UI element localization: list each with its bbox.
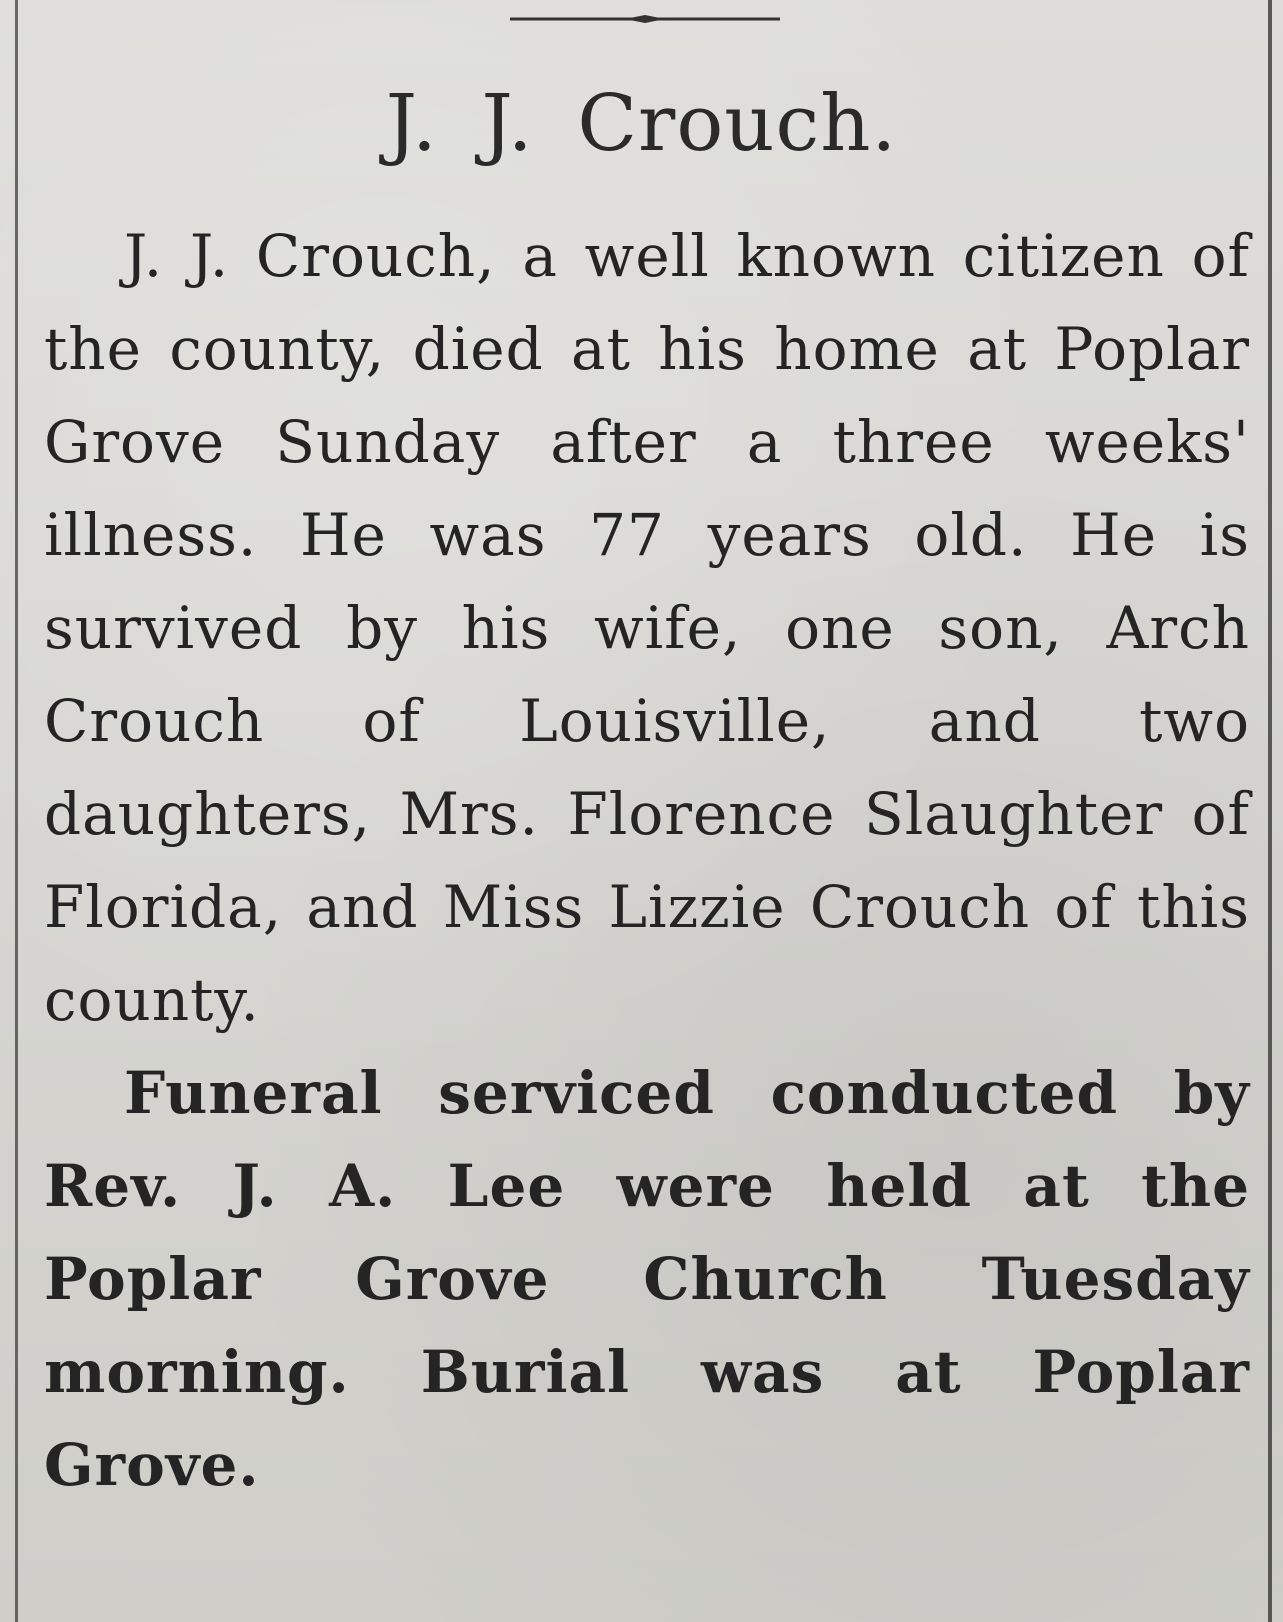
obituary-headline: J. J. Crouch. xyxy=(385,79,898,169)
column-rule-left xyxy=(15,0,18,1622)
article-paragraph: Funeral serviced conducted by Rev. J. A. Lee were held at the Poplar Grove Church Tuesday morning. Burial was at Poplar Grove. xyxy=(44,1059,1250,1499)
column-rule-right xyxy=(1268,0,1272,1622)
article-paragraph: J. J. Crouch, a well known citizen of the county, died at his home at Poplar Grove Sunday after a three weeks' illness. He was 77 years old. He is survived by his wife, one son, Arch Crouch of Louisville, and two daughters, Mrs. Florence Slaughter of Florida, and Miss Lizzie Crouch of this county. xyxy=(44,222,1250,1034)
ornamental-divider xyxy=(510,14,790,24)
obituary-article xyxy=(44,210,1250,1512)
divider-ornament-icon xyxy=(510,14,790,24)
